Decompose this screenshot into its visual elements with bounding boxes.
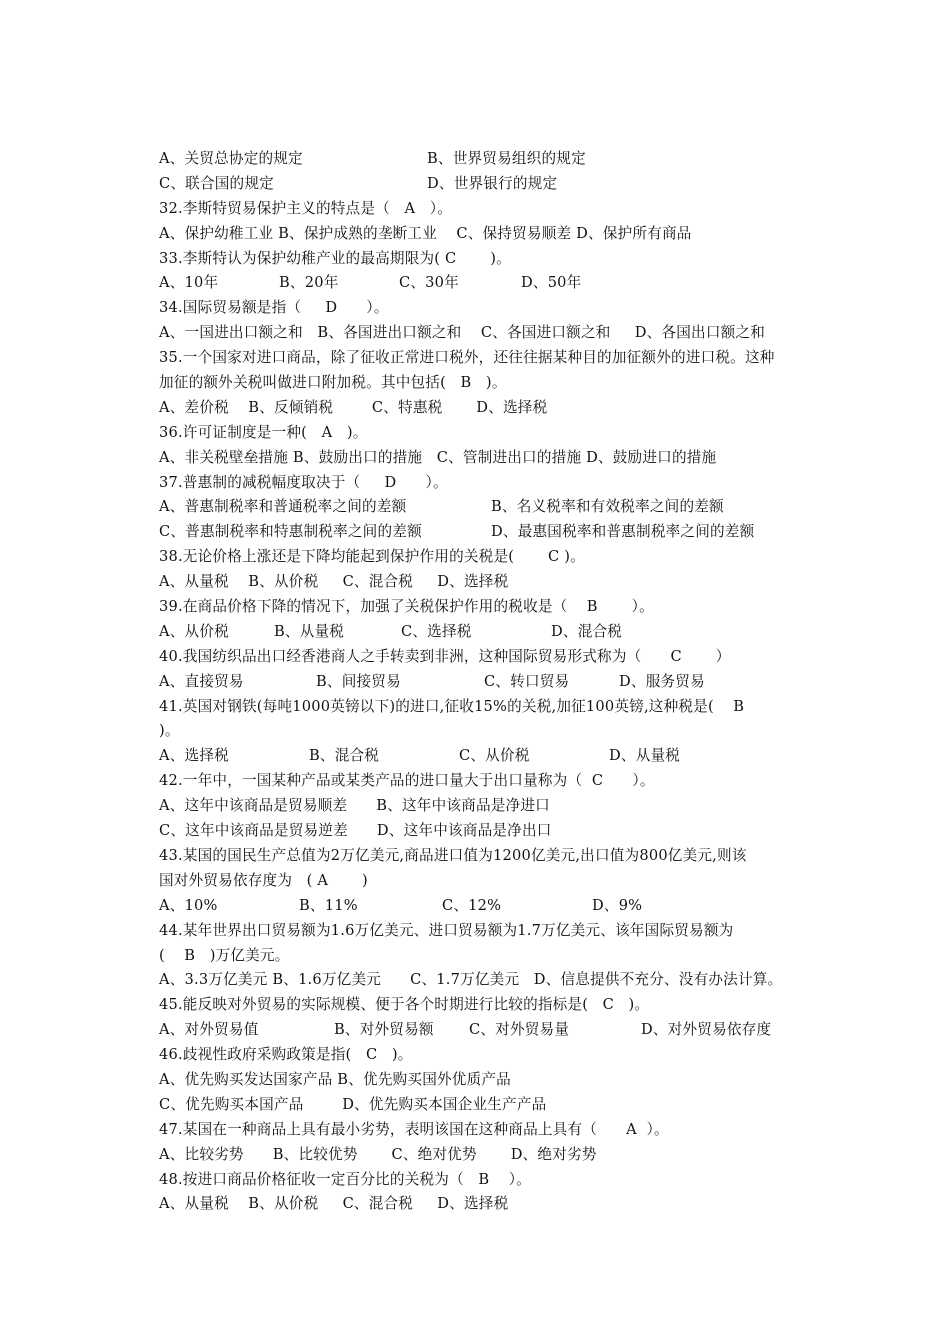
text-segment: )。 xyxy=(159,722,180,740)
text-line xyxy=(159,919,859,944)
text-line xyxy=(159,271,859,296)
text-segment: B、世界贸易组织的规定 xyxy=(427,150,586,167)
text-segment: 46.歧视性政府采购政策是指( C )。 xyxy=(159,1046,413,1064)
text-line xyxy=(159,695,859,720)
text-segment: B、20年 xyxy=(279,274,339,292)
text-line xyxy=(159,172,859,197)
text-segment: A、普惠制税率和普通税率之间的差额 xyxy=(159,498,407,516)
text-line xyxy=(159,894,859,919)
text-segment: 45.能反映对外贸易的实际规模、便于各个时期进行比较的指标是( C )。 xyxy=(159,996,650,1014)
text-line xyxy=(159,944,859,969)
text-line xyxy=(159,595,859,620)
text-segment: 36.许可证制度是一种( A )。 xyxy=(159,423,368,441)
text-segment: 40.我国纺织品出口经香港商人之手转卖到非洲，这种国际贸易形式称为（ C ） xyxy=(159,647,731,665)
text-segment: A、选择税 xyxy=(159,747,229,765)
text-segment: A、10% xyxy=(159,896,218,914)
text-line xyxy=(159,844,859,869)
text-line xyxy=(159,1143,859,1168)
text-line xyxy=(159,1168,859,1193)
text-line xyxy=(159,620,859,645)
text-line xyxy=(159,222,859,247)
text-line xyxy=(159,794,859,819)
text-segment: A、优先购买发达国家产品 B、优先购买国外优质产品 xyxy=(159,1070,511,1088)
text-segment: D、最惠国税率和普惠制税率之间的差额 xyxy=(491,523,755,541)
text-line xyxy=(159,993,859,1018)
text-line xyxy=(159,769,859,794)
text-segment: B、混合税 xyxy=(309,747,380,765)
text-segment: A、对外贸易值 xyxy=(159,1021,259,1039)
text-line xyxy=(159,446,859,471)
text-line xyxy=(159,570,859,595)
text-line xyxy=(159,744,859,769)
text-line xyxy=(159,296,859,321)
text-segment: 48.按进口商品价格征收一定百分比的关税为（ B ）。 xyxy=(159,1170,531,1188)
text-line xyxy=(159,545,859,570)
text-segment: 35.一个国家对进口商品，除了征收正常进口税外，还往往据某种目的加征额外的进口税。这种 xyxy=(159,349,775,367)
text-segment: A、关贸总协定的规定 xyxy=(159,150,303,167)
text-segment: 37.普惠制的减税幅度取决于（ D ）。 xyxy=(159,473,448,491)
text-segment: A、从量税 B、从价税 C、混合税 D、选择税 xyxy=(159,573,509,591)
text-line xyxy=(159,520,859,545)
text-segment: A、保护幼稚工业 B、保护成熟的垄断工业 C、保持贸易顺差 D、保护所有商品 xyxy=(159,224,692,242)
text-segment: C、从价税 xyxy=(459,747,530,765)
text-segment: C、30年 xyxy=(399,274,459,292)
text-segment: A、非关税壁垒措施 B、鼓励出口的措施 C、管制进出口的措施 D、鼓励进口的措施 xyxy=(159,448,717,466)
text-segment: 47.某国在一种商品上具有最小劣势，表明该国在这种商品上具有（ A ）。 xyxy=(159,1120,669,1138)
text-segment: D、50年 xyxy=(521,274,582,292)
text-segment: A、差价税 B、反倾销税 C、特惠税 D、选择税 xyxy=(159,398,548,416)
text-segment: C、选择税 xyxy=(401,622,472,640)
text-segment: A、3.3万亿美元 B、1.6万亿美元 C、1.7万亿美元 D、信息提供不充分、没有办法计算。 xyxy=(159,971,783,989)
text-segment: 43.某国的国民生产总值为2万亿美元,商品进口值为1200亿美元,出口值为800亿美元,则该 xyxy=(159,846,747,864)
text-line xyxy=(159,396,859,421)
text-line xyxy=(159,346,859,371)
text-line xyxy=(159,371,859,396)
text-line xyxy=(159,819,859,844)
text-segment: A、从量税 B、从价税 C、混合税 D、选择税 xyxy=(159,1195,509,1213)
text-line xyxy=(159,1118,859,1143)
text-segment: A、比较劣势 B、比较优势 C、绝对优势 D、绝对劣势 xyxy=(159,1145,597,1163)
text-segment: D、世界银行的规定 xyxy=(427,174,558,192)
text-segment: D、服务贸易 xyxy=(619,672,705,690)
text-segment: A、从价税 xyxy=(159,622,229,640)
text-segment: D、9% xyxy=(592,896,643,914)
text-line xyxy=(159,1068,859,1093)
text-line xyxy=(159,1093,859,1118)
text-segment: C、这年中该商品是贸易逆差 D、这年中该商品是净出口 xyxy=(159,822,552,840)
text-segment: 44.某年世界出口贸易额为1.6万亿美元、进口贸易额为1.7万亿美元、该年国际贸易额为 xyxy=(159,921,734,939)
text-segment: D、混合税 xyxy=(551,622,623,640)
text-segment: B、名义税率和有效税率之间的差额 xyxy=(491,498,724,516)
text-segment: B、11% xyxy=(299,896,358,914)
text-segment: C、对外贸易量 xyxy=(469,1021,570,1039)
text-segment: 加征的额外关税叫做进口附加税。其中包括( B )。 xyxy=(159,374,507,392)
text-segment: C、联合国的规定 xyxy=(159,174,274,192)
text-line xyxy=(159,1192,859,1217)
text-segment: B、从量税 xyxy=(274,622,345,640)
text-line xyxy=(159,869,859,894)
text-segment: C、优先购买本国产品 D、优先购买本国企业生产产品 xyxy=(159,1095,547,1113)
text-segment: 41.英国对钢铁(每吨1000英镑以下)的进口,征收15%的关税,加征100英镑,这种税是( B xyxy=(159,697,745,715)
text-line xyxy=(159,645,859,670)
text-segment: B、对外贸易额 xyxy=(334,1021,434,1039)
text-segment: 32.李斯特贸易保护主义的特点是（ A ）。 xyxy=(159,199,452,217)
text-line xyxy=(159,197,859,222)
text-line xyxy=(159,247,859,272)
text-segment: A、直接贸易 xyxy=(159,672,244,690)
text-segment: B、间接贸易 xyxy=(316,672,401,690)
text-segment: C、转口贸易 xyxy=(484,672,570,690)
text-line xyxy=(159,719,859,744)
text-segment: 39.在商品价格下降的情况下，加强了关税保护作用的税收是（ B ）。 xyxy=(159,598,654,616)
text-line xyxy=(159,495,859,520)
text-line xyxy=(159,421,859,446)
text-line xyxy=(159,471,859,496)
text-line xyxy=(159,147,859,172)
text-line xyxy=(159,670,859,695)
text-segment: C、普惠制税率和特惠制税率之间的差额 xyxy=(159,523,422,541)
text-line xyxy=(159,321,859,346)
text-segment: D、对外贸易依存度 xyxy=(641,1021,772,1039)
text-segment: C、12% xyxy=(442,896,502,914)
text-segment: D、从量税 xyxy=(609,747,681,765)
text-segment: ( B )万亿美元。 xyxy=(159,946,290,964)
text-segment: A、这年中该商品是贸易顺差 B、这年中该商品是净进口 xyxy=(159,797,550,815)
text-segment: 38.无论价格上涨还是下降均能起到保护作用的关税是( C )。 xyxy=(159,548,585,566)
text-line xyxy=(159,968,859,993)
text-segment: A、一国进出口额之和 B、各国进出口额之和 C、各国进口额之和 D、各国出口额之和 xyxy=(159,324,765,342)
text-segment: 33.李斯特认为保护幼稚产业的最高期限为( C )。 xyxy=(159,249,511,267)
text-line xyxy=(159,1043,859,1068)
document-page xyxy=(159,147,859,1217)
text-segment: 国对外贸易依存度为 ( A ) xyxy=(159,871,368,889)
text-line xyxy=(159,1018,859,1043)
text-segment: A、10年 xyxy=(159,274,219,292)
text-segment: 42.一年中，一国某种产品或某类产品的进口量大于出口量称为（ C ）。 xyxy=(159,772,655,790)
text-segment: 34.国际贸易额是指（ D ）。 xyxy=(159,299,389,317)
